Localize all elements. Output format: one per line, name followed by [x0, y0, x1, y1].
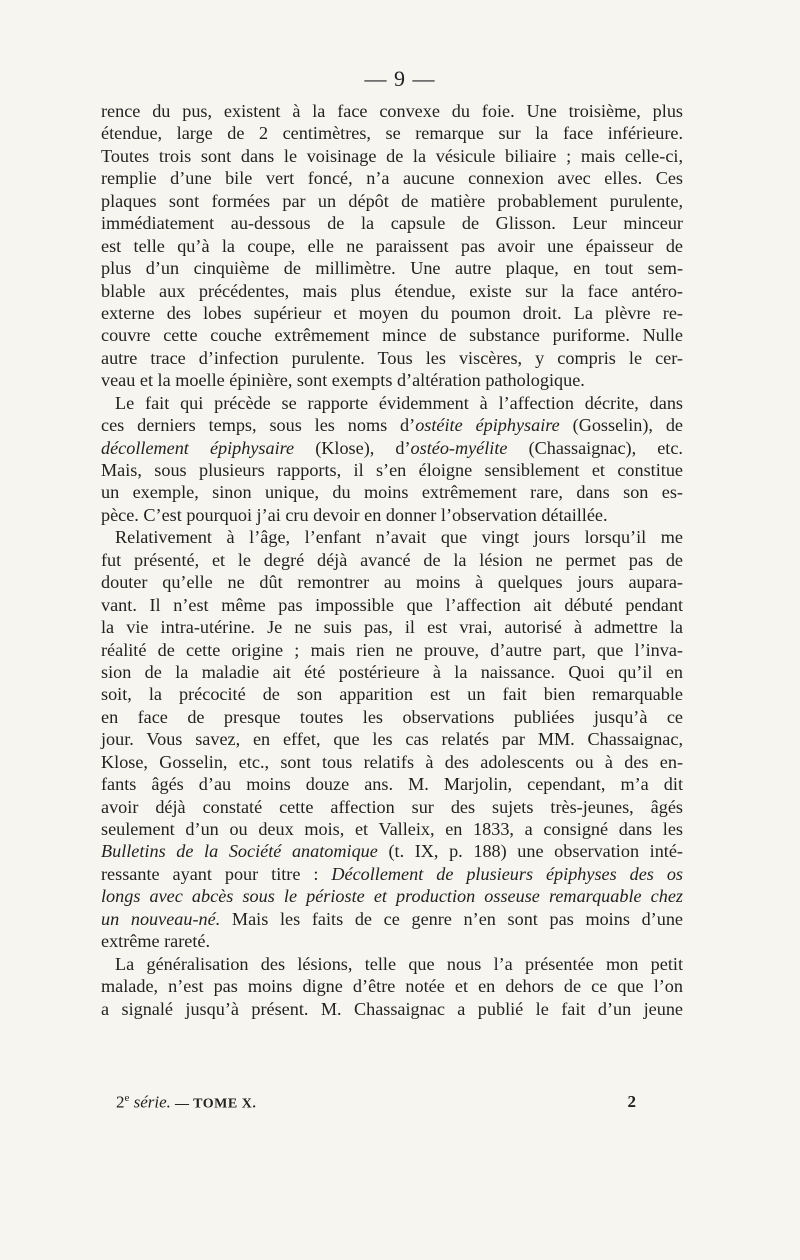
text-run: (Chassaignac), etc. — [507, 437, 683, 458]
text-run: autre trace d’infection purulente. Tous les viscères, y compris le cer- — [101, 347, 683, 368]
text-line — [101, 796, 683, 818]
text-line — [101, 728, 683, 750]
body-text — [101, 100, 683, 1020]
text-run: en face de presque toutes les observations publiées jusqu’à ce — [101, 706, 683, 727]
text-line — [101, 706, 683, 728]
text-run: Mais les faits de ce genre n’en sont pas moins d’une — [220, 908, 683, 929]
italic-text: Décollement de plusieurs épiphyses des os — [331, 863, 683, 884]
text-line — [101, 100, 683, 122]
text-run: étendue, large de 2 centimètres, se remarque sur la face inférieure. — [101, 123, 683, 144]
text-run: un exemple, sinon unique, du moins extrêmement rare, dans son es- — [101, 482, 683, 503]
italic-text: un nouveau-né. — [101, 908, 221, 929]
text-line — [101, 818, 683, 840]
text-run: a signalé jusqu’à présent. M. Chassaignac a publié le fait d’un jeune — [101, 998, 683, 1019]
text-run: immédiatement au-dessous de la capsule de Glisson. Leur minceur — [101, 213, 683, 234]
text-run: sion de la maladie ait été postérieure à la naissance. Quoi qu’il en — [101, 661, 683, 682]
series-number: 2 — [116, 1092, 125, 1112]
text-line — [101, 437, 683, 459]
text-run: plus d’un cinquième de millimètre. Une autre plaque, en tout sem- — [101, 258, 683, 279]
tome-label: — TOME X. — [170, 1096, 257, 1112]
text-line — [101, 369, 683, 391]
signature-mark — [116, 1092, 256, 1113]
series-superscript: e — [124, 1092, 130, 1104]
text-line — [101, 526, 683, 548]
text-line — [101, 414, 683, 436]
text-line — [101, 661, 683, 683]
text-line — [101, 212, 683, 234]
text-line — [101, 392, 683, 414]
text-run: externe des lobes supérieur et moyen du poumon droit. La plèvre re- — [101, 302, 683, 323]
text-line — [101, 167, 683, 189]
text-line — [101, 324, 683, 346]
text-run: (t. IX, p. 188) une observation inté- — [377, 841, 683, 862]
text-line — [101, 594, 683, 616]
text-run: Toutes trois sont dans le voisinage de la vésicule biliaire ; mais celle-ci, — [101, 145, 683, 166]
italic-text: ostéite épiphysaire — [415, 415, 560, 436]
text-run: soit, la précocité de son apparition est un fait bien remarquable — [101, 684, 683, 705]
text-run: blable aux précédentes, mais plus étendue, existe sur la face antéro- — [101, 280, 683, 301]
text-run: Mais, sous plusieurs rapports, il s’en éloigne sensiblement et constitue — [101, 460, 683, 480]
text-line — [101, 347, 683, 369]
text-run: remplie d’une bile vert foncé, n’a aucune connexion avec elles. Ces — [101, 168, 683, 189]
text-line — [101, 998, 683, 1020]
text-line — [101, 885, 683, 907]
text-run: ces derniers temps, sous les noms d’ — [101, 415, 416, 436]
text-line — [101, 235, 683, 257]
text-run: veau et la moelle épinière, sont exempts d’altération pathologique. — [101, 370, 585, 391]
italic-text: Bulletins de la Société anatomique — [101, 841, 378, 862]
text-run: malade, n’est pas moins digne d’être notée et en dehors de ce que l’on — [101, 976, 683, 997]
sheet-number: 2 — [627, 1092, 636, 1111]
text-run: jour. Vous savez, en effet, que les cas relatés par MM. Chassaignac, — [101, 729, 683, 750]
text-line — [101, 773, 683, 795]
text-run: La généralisation des lésions, telle que nous l’a présentée mon petit — [115, 953, 683, 974]
italic-text: ostéo-myélite — [410, 437, 508, 458]
text-run: réalité de cette origine ; mais rien ne prouve, d’autre part, que l’inva- — [101, 639, 683, 660]
text-run: est telle qu’à la coupe, elle ne paraissent pas avoir une épaisseur de — [101, 235, 683, 256]
text-line — [101, 145, 683, 167]
text-line — [101, 953, 683, 975]
text-line — [101, 302, 683, 324]
text-run: plaques sont formées par un dépôt de matière probablement purulente, — [101, 190, 683, 211]
text-run: pèce. C’est pourquoi j’ai cru devoir en donner l’observation détaillée. — [101, 504, 608, 525]
text-line — [101, 504, 683, 526]
text-line — [101, 549, 683, 571]
italic-text: décollement épiphysaire — [101, 437, 295, 458]
text-run: rence du pus, existent à la face convexe du foie. Une troisième, plus — [101, 101, 683, 121]
text-line — [101, 683, 683, 705]
text-line — [101, 840, 683, 862]
text-line — [101, 459, 683, 481]
text-line — [101, 639, 683, 661]
text-run: (Gosselin), de — [559, 415, 683, 436]
text-line — [101, 280, 683, 302]
text-line — [101, 190, 683, 212]
text-line — [101, 975, 683, 997]
page-number: — 9 — — [364, 66, 436, 91]
text-line — [101, 571, 683, 593]
text-line — [101, 616, 683, 638]
text-run: douter qu’elle ne dût remontrer au moins à quelques jours aupara- — [101, 572, 683, 593]
text-run: la vie intra-utérine. Je ne suis pas, il est vrai, autorisé à admettre la — [101, 617, 683, 638]
text-run: couvre cette couche extrêmement mince de substance puriforme. Nulle — [101, 325, 683, 346]
text-run: ressante ayant pour titre : — [101, 863, 332, 884]
text-run: Klose, Gosselin, etc., sont tous relatifs à des adolescents ou à des en- — [101, 751, 683, 772]
text-run: avoir déjà constaté cette affection sur des sujets très-jeunes, âgés — [101, 796, 683, 817]
text-line — [101, 122, 683, 144]
text-run: fut présenté, et le degré déjà avancé de la lésion ne permet pas de — [101, 549, 683, 570]
italic-text: longs avec abcès sous le périoste et production osseuse remarquable chez — [101, 886, 683, 907]
series-label: série. — [129, 1092, 171, 1112]
text-line — [101, 481, 683, 503]
text-run: fants âgés d’au moins douze ans. M. Marjolin, cependant, m’a dit — [101, 774, 683, 795]
text-line — [101, 930, 683, 952]
text-line — [101, 751, 683, 773]
text-line — [101, 908, 683, 930]
text-run: Relativement à l’âge, l’enfant n’avait que vingt jours lorsqu’il me — [115, 527, 683, 548]
text-line — [101, 257, 683, 279]
text-line — [101, 863, 683, 885]
text-run: vant. Il n’est même pas impossible que l’affection ait débuté pendant — [101, 594, 683, 615]
text-run: (Klose), d’ — [294, 437, 411, 458]
text-run: seulement d’un ou deux mois, et Valleix, en 1833, a consigné dans les — [101, 819, 683, 839]
text-run: extrême rareté. — [101, 931, 211, 952]
text-run: Le fait qui précède se rapporte évidemment à l’affection décrite, dans — [115, 392, 683, 413]
